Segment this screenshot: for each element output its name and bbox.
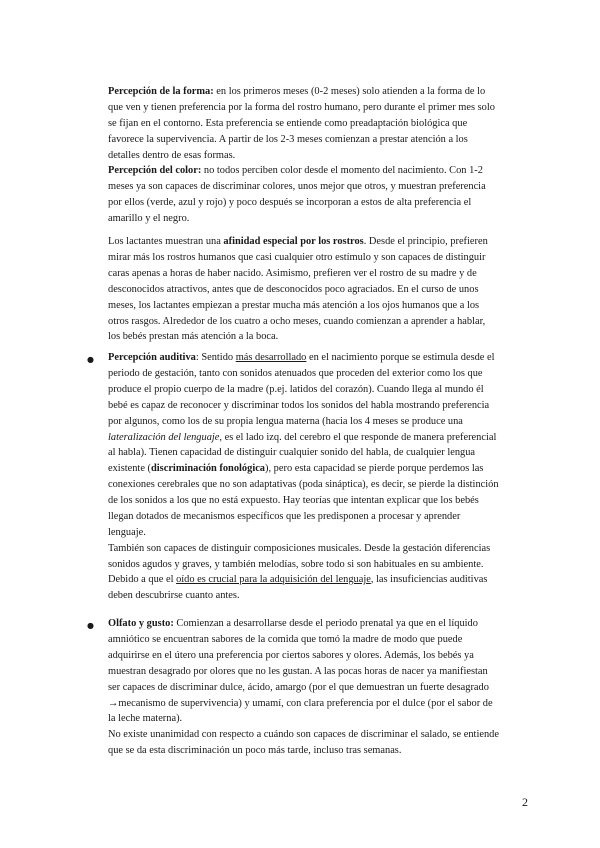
auditiva-line-9: conexiones cerebrales que no son adaptativas (poda sináptica), es decir, se pierde la distinción <box>108 479 499 491</box>
color-line-4: amarillo y el negro. <box>108 212 190 224</box>
auditiva-line-4: bebé es capaz de reconocer y discriminar todos los sonidos del habla mostrando preferencia <box>108 399 490 411</box>
rostros-bold: afinidad especial por los rostros <box>223 236 364 247</box>
auditiva-line-10: de los sonidos a los que no está expuesto. Hay teorías que intentan explicar que los bebés <box>108 495 479 507</box>
rostros-line-1: Los lactantes muestran una afinidad especial por los rostros. Desde el principio, prefieren <box>108 236 488 247</box>
forma-line-1: Percepción de la forma: en los primeros meses (0-2 meses) solo atienden a la forma de lo <box>108 86 486 97</box>
color-line-3: por ellos (verde, azul y rojo) y poco después se incorporan a estos de alta preferencia el <box>108 196 472 208</box>
olfato-heading: Olfato y gusto: <box>108 618 174 629</box>
olfato-line-1: Olfato y gusto: Comienzan a desarrollarse desde el periodo prenatal ya que en el líquido <box>108 618 478 629</box>
auditiva-line-11: llegan dotados de mecanismos específicos que les predisponen a procesar y aprender <box>108 511 461 523</box>
forma-line-2: que ven y tienen preferencia por la forma del rostro humano, pero durante el primer mes solo <box>108 101 495 113</box>
section-olfato <box>108 616 518 759</box>
auditiva-bold: discriminación fonológica <box>151 463 266 475</box>
rostros-line-2: mirar más los rostros humanos que casi cualquier otro estímulo y son capaces de distinguir <box>108 251 486 263</box>
rostros-line-6: otros rasgos. Alrededor de los cuatro a ocho meses, cuando comienzan a aprender a hablar, <box>108 315 486 327</box>
olfato-line-5: ser capaces de discriminar dulce, ácido, amargo (por el que demuestran un fuerte desagrado <box>108 681 489 693</box>
olfato-bullet: ● <box>87 621 94 630</box>
olfato-line-7: la leche materna). <box>108 713 183 725</box>
color-line-2: meses ya son capaces de discriminar colores, unos mejor que otros, y muestran preferencia <box>108 180 486 192</box>
musica-line-2: sonidos agudos y graves, y también melodías, sobre todo si son habituales en su ambiente. <box>108 558 484 570</box>
oido-line-1: Debido a que el oído es crucial para la adquisición del lenguaje, las insuficiencias auditivas <box>108 574 488 585</box>
olfato-line-3: adquirirse en el útero una preferencia por ciertos sabores y olores. Además, los bebés ya <box>108 649 474 661</box>
section-color <box>108 163 518 227</box>
section-auditiva <box>108 350 518 573</box>
auditiva-heading: Percepción auditiva <box>108 352 196 363</box>
rostros-line-3: caras apenas a horas de haber nacido. Asimismo, prefieren ver el rostro de su madre y de <box>108 267 477 279</box>
musica-line-1: También son capaces de distinguir composiciones musicales. Desde la gestación diferencias <box>108 542 491 554</box>
forma-line-5: detalles dentro de esas formas. <box>108 149 236 161</box>
section-rostros <box>108 234 518 345</box>
rostros-line-5: meses, los lactantes empiezan a prestar mucha más atención a los ojos humanos que a los <box>108 299 480 311</box>
page-number: 2 <box>522 795 528 809</box>
auditiva-line-7: al habla). Tienen capacidad de distinguir cualquier sonido del habla, de cualquier lengua <box>108 447 476 459</box>
rostros-line-4: desconocidos atractivos, antes que de desconocidos poco agraciados. En el curso de unos <box>108 283 479 295</box>
oido-underline: oído es crucial para la adquisición del lenguaje <box>176 574 371 585</box>
section-forma <box>108 84 518 164</box>
section-oido <box>108 572 518 604</box>
olfato-line-9: que se da esta discriminación un poco más tarde, incluso tras semanas. <box>108 745 402 757</box>
auditiva-line-12: lenguaje. <box>108 526 146 538</box>
auditiva-line-6: lateralización del lenguaje, es el lado izq. del cerebro el que responde de manera preferencial <box>108 431 497 443</box>
auditiva-line-5: por algunos, como los de su propia lengua materna (hacia los 4 meses se produce una <box>108 415 463 427</box>
olfato-line-8: No existe unanimidad con respecto a cuándo son capaces de discriminar el salado, se entiende <box>108 729 499 741</box>
rostros-line-7: los bebés prestan más atención a la boca. <box>108 331 279 343</box>
olfato-line-6: →mecanismo de supervivencia) y umamí, con clara preferencia por el dulce (por el sabor de <box>108 697 493 709</box>
color-heading: Percepción del color: <box>108 165 202 176</box>
auditiva-line-1: Percepción auditiva: Sentido más desarrollado en el nacimiento porque se estimula desde el <box>108 352 495 363</box>
forma-heading: Percepción de la forma: <box>108 86 214 97</box>
color-line-1: Percepción del color: no todos perciben color desde el momento del nacimiento. Con 1-2 <box>108 165 483 176</box>
olfato-line-2: amniótico se encuentran sabores de la comida que tomó la madre de modo que puede <box>108 633 463 645</box>
auditiva-bullet: ● <box>87 355 94 364</box>
auditiva-line-3: produce el propio cuerpo de la madre (p.ej. latidos del corazón). Cuando llega al mundo él <box>108 383 484 395</box>
auditiva-underline: más desarrollado <box>235 352 307 363</box>
auditiva-line-8: existente (discriminación fonológica), pero esta capacidad se pierde porque perdemos las <box>108 463 484 475</box>
olfato-line-4: muestran desagrado por olores que no les gustan. A las pocas horas de nacer ya manifiestan <box>108 665 488 677</box>
auditiva-line-2: periodo de gestación, tanto con sonidos atenuados que proceden del exterior como los que <box>108 367 483 379</box>
forma-line-4: favorece la supervivencia. A partir de los 2-3 meses comienzan a prestar atención a los <box>108 133 468 145</box>
oido-line-2: deben descubrirse cuanto antes. <box>108 589 240 601</box>
auditiva-italic: lateralización del lenguaje <box>108 431 220 443</box>
forma-line-3: se fijan en el contorno. Esta preferencia se entiende como preadaptación biológica que <box>108 117 468 129</box>
